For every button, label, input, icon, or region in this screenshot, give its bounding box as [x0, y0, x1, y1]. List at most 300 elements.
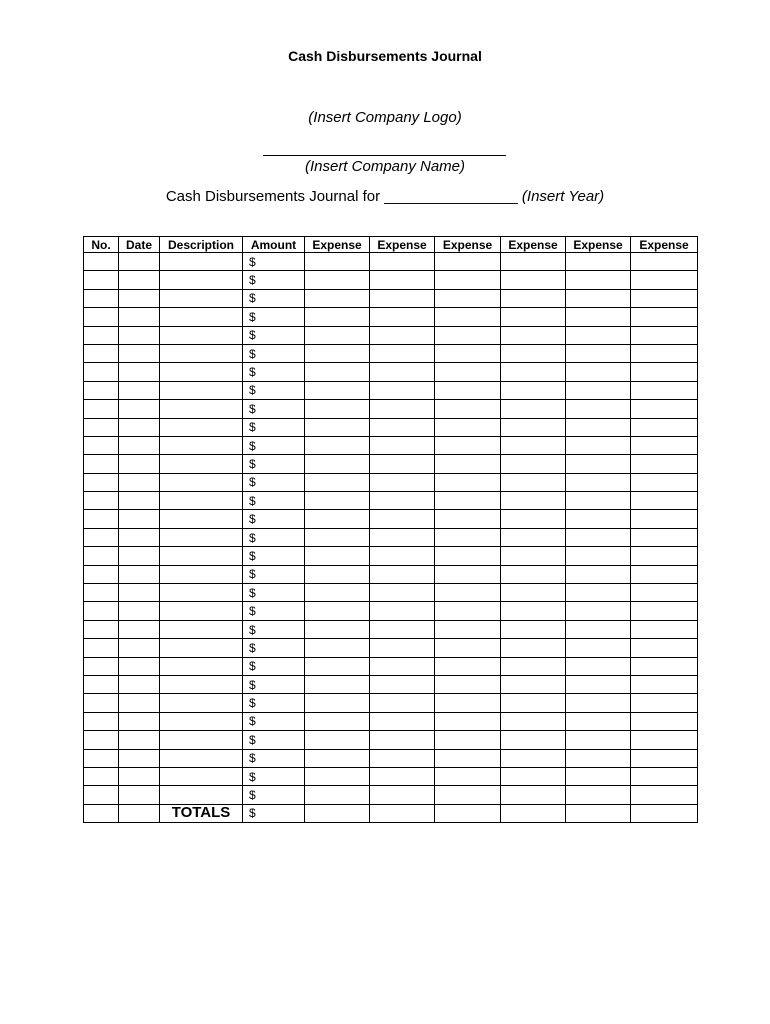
- cell-expense[interactable]: [305, 675, 370, 693]
- cell-amount[interactable]: $: [243, 271, 305, 289]
- cell-expense[interactable]: [566, 565, 631, 583]
- cell-amount[interactable]: $: [243, 381, 305, 399]
- cell-amount[interactable]: $: [243, 473, 305, 491]
- cell-expense[interactable]: [631, 694, 698, 712]
- totals-expense[interactable]: [501, 804, 566, 822]
- cell-expense[interactable]: [501, 565, 566, 583]
- cell-description[interactable]: [160, 528, 243, 546]
- cell-expense[interactable]: [631, 271, 698, 289]
- cell-expense[interactable]: [305, 731, 370, 749]
- cell-expense[interactable]: [566, 712, 631, 730]
- cell-amount[interactable]: $: [243, 289, 305, 307]
- cell-expense[interactable]: [501, 400, 566, 418]
- cell-expense[interactable]: [631, 657, 698, 675]
- cell-description[interactable]: [160, 363, 243, 381]
- cell-expense[interactable]: [501, 731, 566, 749]
- cell-expense[interactable]: [370, 767, 435, 785]
- cell-expense[interactable]: [435, 528, 501, 546]
- cell-expense[interactable]: [566, 620, 631, 638]
- cell-date[interactable]: [119, 308, 160, 326]
- cell-expense[interactable]: [566, 547, 631, 565]
- cell-expense[interactable]: [501, 749, 566, 767]
- cell-date[interactable]: [119, 344, 160, 362]
- cell-amount[interactable]: $: [243, 749, 305, 767]
- cell-description[interactable]: [160, 675, 243, 693]
- cell-expense[interactable]: [501, 455, 566, 473]
- cell-description[interactable]: [160, 473, 243, 491]
- cell-expense[interactable]: [435, 712, 501, 730]
- cell-description[interactable]: [160, 381, 243, 399]
- cell-expense[interactable]: [370, 694, 435, 712]
- cell-expense[interactable]: [631, 326, 698, 344]
- cell-no[interactable]: [84, 510, 119, 528]
- cell-date[interactable]: [119, 786, 160, 804]
- cell-no[interactable]: [84, 363, 119, 381]
- cell-amount[interactable]: $: [243, 436, 305, 454]
- cell-date[interactable]: [119, 400, 160, 418]
- cell-expense[interactable]: [501, 473, 566, 491]
- cell-expense[interactable]: [631, 547, 698, 565]
- totals-expense[interactable]: [370, 804, 435, 822]
- totals-amount[interactable]: $: [243, 804, 305, 822]
- cell-expense[interactable]: [305, 767, 370, 785]
- cell-expense[interactable]: [370, 749, 435, 767]
- cell-amount[interactable]: $: [243, 620, 305, 638]
- cell-no[interactable]: [84, 602, 119, 620]
- cell-date[interactable]: [119, 492, 160, 510]
- cell-no[interactable]: [84, 712, 119, 730]
- cell-amount[interactable]: $: [243, 510, 305, 528]
- cell-expense[interactable]: [305, 510, 370, 528]
- cell-expense[interactable]: [370, 455, 435, 473]
- cell-amount[interactable]: $: [243, 712, 305, 730]
- cell-expense[interactable]: [435, 786, 501, 804]
- cell-expense[interactable]: [631, 602, 698, 620]
- cell-expense[interactable]: [370, 326, 435, 344]
- cell-expense[interactable]: [435, 694, 501, 712]
- cell-expense[interactable]: [435, 492, 501, 510]
- cell-amount[interactable]: $: [243, 253, 305, 271]
- cell-no[interactable]: [84, 657, 119, 675]
- cell-amount[interactable]: $: [243, 326, 305, 344]
- cell-description[interactable]: [160, 344, 243, 362]
- cell-no[interactable]: [84, 528, 119, 546]
- cell-no[interactable]: [84, 675, 119, 693]
- cell-description[interactable]: [160, 271, 243, 289]
- cell-expense[interactable]: [435, 602, 501, 620]
- cell-expense[interactable]: [631, 749, 698, 767]
- cell-expense[interactable]: [305, 547, 370, 565]
- cell-expense[interactable]: [370, 639, 435, 657]
- cell-expense[interactable]: [631, 289, 698, 307]
- cell-expense[interactable]: [566, 639, 631, 657]
- totals-date[interactable]: [119, 804, 160, 822]
- cell-description[interactable]: [160, 639, 243, 657]
- cell-no[interactable]: [84, 492, 119, 510]
- cell-expense[interactable]: [435, 639, 501, 657]
- cell-expense[interactable]: [435, 565, 501, 583]
- cell-expense[interactable]: [305, 712, 370, 730]
- cell-expense[interactable]: [305, 528, 370, 546]
- cell-expense[interactable]: [305, 363, 370, 381]
- cell-expense[interactable]: [501, 767, 566, 785]
- cell-expense[interactable]: [435, 584, 501, 602]
- cell-description[interactable]: [160, 253, 243, 271]
- cell-expense[interactable]: [631, 344, 698, 362]
- cell-expense[interactable]: [305, 602, 370, 620]
- cell-expense[interactable]: [566, 418, 631, 436]
- cell-expense[interactable]: [435, 418, 501, 436]
- cell-expense[interactable]: [631, 400, 698, 418]
- cell-expense[interactable]: [631, 528, 698, 546]
- cell-expense[interactable]: [631, 418, 698, 436]
- cell-expense[interactable]: [566, 363, 631, 381]
- cell-expense[interactable]: [566, 344, 631, 362]
- cell-expense[interactable]: [631, 473, 698, 491]
- cell-date[interactable]: [119, 326, 160, 344]
- cell-description[interactable]: [160, 418, 243, 436]
- cell-expense[interactable]: [631, 565, 698, 583]
- cell-expense[interactable]: [501, 363, 566, 381]
- cell-expense[interactable]: [501, 344, 566, 362]
- cell-expense[interactable]: [566, 694, 631, 712]
- cell-amount[interactable]: $: [243, 528, 305, 546]
- cell-expense[interactable]: [631, 381, 698, 399]
- cell-description[interactable]: [160, 492, 243, 510]
- cell-expense[interactable]: [435, 400, 501, 418]
- cell-expense[interactable]: [566, 455, 631, 473]
- cell-description[interactable]: [160, 749, 243, 767]
- cell-expense[interactable]: [305, 253, 370, 271]
- cell-date[interactable]: [119, 381, 160, 399]
- cell-no[interactable]: [84, 565, 119, 583]
- cell-expense[interactable]: [305, 473, 370, 491]
- cell-expense[interactable]: [305, 639, 370, 657]
- cell-expense[interactable]: [435, 271, 501, 289]
- cell-expense[interactable]: [631, 639, 698, 657]
- cell-expense[interactable]: [370, 492, 435, 510]
- cell-expense[interactable]: [501, 639, 566, 657]
- cell-expense[interactable]: [370, 436, 435, 454]
- cell-expense[interactable]: [566, 767, 631, 785]
- cell-expense[interactable]: [370, 271, 435, 289]
- cell-amount[interactable]: $: [243, 639, 305, 657]
- cell-expense[interactable]: [435, 455, 501, 473]
- cell-expense[interactable]: [305, 620, 370, 638]
- cell-no[interactable]: [84, 271, 119, 289]
- cell-expense[interactable]: [435, 510, 501, 528]
- cell-expense[interactable]: [501, 418, 566, 436]
- cell-amount[interactable]: $: [243, 731, 305, 749]
- cell-amount[interactable]: $: [243, 400, 305, 418]
- cell-no[interactable]: [84, 326, 119, 344]
- cell-expense[interactable]: [305, 786, 370, 804]
- cell-expense[interactable]: [370, 657, 435, 675]
- cell-expense[interactable]: [501, 528, 566, 546]
- cell-no[interactable]: [84, 731, 119, 749]
- cell-expense[interactable]: [501, 584, 566, 602]
- cell-expense[interactable]: [566, 308, 631, 326]
- cell-date[interactable]: [119, 436, 160, 454]
- cell-no[interactable]: [84, 344, 119, 362]
- cell-no[interactable]: [84, 786, 119, 804]
- cell-date[interactable]: [119, 749, 160, 767]
- cell-expense[interactable]: [631, 308, 698, 326]
- cell-expense[interactable]: [566, 602, 631, 620]
- cell-expense[interactable]: [566, 731, 631, 749]
- cell-expense[interactable]: [305, 418, 370, 436]
- cell-date[interactable]: [119, 547, 160, 565]
- cell-description[interactable]: [160, 731, 243, 749]
- cell-description[interactable]: [160, 436, 243, 454]
- cell-description[interactable]: [160, 620, 243, 638]
- cell-expense[interactable]: [435, 749, 501, 767]
- cell-expense[interactable]: [305, 455, 370, 473]
- cell-expense[interactable]: [305, 344, 370, 362]
- cell-expense[interactable]: [566, 675, 631, 693]
- cell-date[interactable]: [119, 289, 160, 307]
- cell-expense[interactable]: [435, 381, 501, 399]
- cell-expense[interactable]: [566, 381, 631, 399]
- cell-description[interactable]: [160, 767, 243, 785]
- cell-no[interactable]: [84, 381, 119, 399]
- cell-amount[interactable]: $: [243, 767, 305, 785]
- cell-expense[interactable]: [501, 253, 566, 271]
- cell-date[interactable]: [119, 253, 160, 271]
- cell-amount[interactable]: $: [243, 344, 305, 362]
- cell-expense[interactable]: [370, 712, 435, 730]
- cell-date[interactable]: [119, 565, 160, 583]
- cell-expense[interactable]: [305, 326, 370, 344]
- cell-expense[interactable]: [631, 712, 698, 730]
- cell-expense[interactable]: [501, 308, 566, 326]
- cell-date[interactable]: [119, 657, 160, 675]
- cell-expense[interactable]: [435, 547, 501, 565]
- cell-amount[interactable]: $: [243, 786, 305, 804]
- cell-expense[interactable]: [370, 528, 435, 546]
- cell-expense[interactable]: [305, 565, 370, 583]
- cell-expense[interactable]: [631, 620, 698, 638]
- cell-expense[interactable]: [501, 271, 566, 289]
- cell-expense[interactable]: [501, 436, 566, 454]
- cell-expense[interactable]: [566, 289, 631, 307]
- cell-expense[interactable]: [305, 400, 370, 418]
- cell-expense[interactable]: [435, 344, 501, 362]
- cell-date[interactable]: [119, 271, 160, 289]
- cell-date[interactable]: [119, 731, 160, 749]
- totals-expense[interactable]: [305, 804, 370, 822]
- cell-date[interactable]: [119, 528, 160, 546]
- cell-no[interactable]: [84, 767, 119, 785]
- cell-description[interactable]: [160, 584, 243, 602]
- cell-expense[interactable]: [566, 528, 631, 546]
- cell-expense[interactable]: [631, 786, 698, 804]
- cell-amount[interactable]: $: [243, 602, 305, 620]
- cell-expense[interactable]: [631, 455, 698, 473]
- cell-expense[interactable]: [370, 584, 435, 602]
- cell-amount[interactable]: $: [243, 694, 305, 712]
- cell-expense[interactable]: [501, 492, 566, 510]
- cell-expense[interactable]: [435, 289, 501, 307]
- cell-expense[interactable]: [631, 767, 698, 785]
- cell-expense[interactable]: [566, 253, 631, 271]
- cell-description[interactable]: [160, 547, 243, 565]
- cell-date[interactable]: [119, 473, 160, 491]
- cell-expense[interactable]: [566, 473, 631, 491]
- cell-expense[interactable]: [631, 675, 698, 693]
- cell-expense[interactable]: [501, 712, 566, 730]
- cell-no[interactable]: [84, 308, 119, 326]
- cell-no[interactable]: [84, 400, 119, 418]
- cell-description[interactable]: [160, 308, 243, 326]
- cell-expense[interactable]: [370, 344, 435, 362]
- totals-expense[interactable]: [631, 804, 698, 822]
- cell-expense[interactable]: [435, 767, 501, 785]
- cell-description[interactable]: [160, 289, 243, 307]
- cell-expense[interactable]: [435, 675, 501, 693]
- cell-expense[interactable]: [370, 565, 435, 583]
- cell-date[interactable]: [119, 455, 160, 473]
- cell-expense[interactable]: [370, 547, 435, 565]
- cell-amount[interactable]: $: [243, 363, 305, 381]
- cell-date[interactable]: [119, 620, 160, 638]
- cell-expense[interactable]: [370, 308, 435, 326]
- cell-expense[interactable]: [305, 657, 370, 675]
- cell-expense[interactable]: [566, 271, 631, 289]
- cell-amount[interactable]: $: [243, 547, 305, 565]
- cell-date[interactable]: [119, 363, 160, 381]
- cell-expense[interactable]: [501, 657, 566, 675]
- cell-expense[interactable]: [305, 381, 370, 399]
- cell-expense[interactable]: [435, 731, 501, 749]
- cell-date[interactable]: [119, 602, 160, 620]
- cell-expense[interactable]: [370, 620, 435, 638]
- cell-no[interactable]: [84, 620, 119, 638]
- cell-amount[interactable]: $: [243, 584, 305, 602]
- cell-expense[interactable]: [435, 436, 501, 454]
- cell-no[interactable]: [84, 455, 119, 473]
- cell-expense[interactable]: [305, 694, 370, 712]
- cell-amount[interactable]: $: [243, 565, 305, 583]
- cell-expense[interactable]: [566, 786, 631, 804]
- cell-date[interactable]: [119, 584, 160, 602]
- cell-expense[interactable]: [566, 749, 631, 767]
- cell-expense[interactable]: [370, 731, 435, 749]
- cell-expense[interactable]: [370, 289, 435, 307]
- cell-date[interactable]: [119, 767, 160, 785]
- cell-expense[interactable]: [566, 400, 631, 418]
- cell-no[interactable]: [84, 694, 119, 712]
- totals-expense[interactable]: [566, 804, 631, 822]
- cell-no[interactable]: [84, 473, 119, 491]
- cell-expense[interactable]: [305, 436, 370, 454]
- cell-expense[interactable]: [631, 436, 698, 454]
- cell-expense[interactable]: [370, 473, 435, 491]
- totals-expense[interactable]: [435, 804, 501, 822]
- cell-amount[interactable]: $: [243, 675, 305, 693]
- cell-expense[interactable]: [566, 326, 631, 344]
- cell-expense[interactable]: [501, 620, 566, 638]
- cell-expense[interactable]: [501, 381, 566, 399]
- cell-expense[interactable]: [370, 253, 435, 271]
- cell-expense[interactable]: [370, 602, 435, 620]
- cell-description[interactable]: [160, 712, 243, 730]
- cell-description[interactable]: [160, 455, 243, 473]
- cell-no[interactable]: [84, 749, 119, 767]
- cell-expense[interactable]: [305, 271, 370, 289]
- cell-expense[interactable]: [370, 786, 435, 804]
- cell-expense[interactable]: [631, 584, 698, 602]
- cell-expense[interactable]: [435, 363, 501, 381]
- cell-expense[interactable]: [501, 326, 566, 344]
- cell-expense[interactable]: [566, 657, 631, 675]
- cell-no[interactable]: [84, 547, 119, 565]
- cell-expense[interactable]: [501, 786, 566, 804]
- cell-expense[interactable]: [305, 584, 370, 602]
- cell-expense[interactable]: [370, 418, 435, 436]
- cell-description[interactable]: [160, 694, 243, 712]
- cell-date[interactable]: [119, 675, 160, 693]
- cell-no[interactable]: [84, 253, 119, 271]
- cell-expense[interactable]: [501, 694, 566, 712]
- cell-amount[interactable]: $: [243, 455, 305, 473]
- cell-expense[interactable]: [631, 731, 698, 749]
- cell-expense[interactable]: [435, 657, 501, 675]
- cell-description[interactable]: [160, 786, 243, 804]
- cell-description[interactable]: [160, 602, 243, 620]
- cell-expense[interactable]: [435, 326, 501, 344]
- cell-expense[interactable]: [370, 510, 435, 528]
- cell-expense[interactable]: [305, 492, 370, 510]
- cell-expense[interactable]: [435, 308, 501, 326]
- cell-date[interactable]: [119, 510, 160, 528]
- cell-expense[interactable]: [370, 675, 435, 693]
- cell-expense[interactable]: [370, 400, 435, 418]
- cell-no[interactable]: [84, 639, 119, 657]
- cell-expense[interactable]: [370, 381, 435, 399]
- cell-expense[interactable]: [435, 473, 501, 491]
- cell-expense[interactable]: [566, 510, 631, 528]
- cell-expense[interactable]: [305, 308, 370, 326]
- cell-expense[interactable]: [566, 436, 631, 454]
- cell-expense[interactable]: [566, 584, 631, 602]
- cell-expense[interactable]: [501, 675, 566, 693]
- cell-expense[interactable]: [631, 253, 698, 271]
- cell-date[interactable]: [119, 418, 160, 436]
- cell-no[interactable]: [84, 289, 119, 307]
- cell-amount[interactable]: $: [243, 492, 305, 510]
- cell-amount[interactable]: $: [243, 657, 305, 675]
- cell-description[interactable]: [160, 510, 243, 528]
- cell-date[interactable]: [119, 639, 160, 657]
- cell-expense[interactable]: [566, 492, 631, 510]
- cell-expense[interactable]: [435, 620, 501, 638]
- cell-expense[interactable]: [435, 253, 501, 271]
- cell-expense[interactable]: [631, 492, 698, 510]
- cell-date[interactable]: [119, 694, 160, 712]
- cell-expense[interactable]: [501, 602, 566, 620]
- cell-description[interactable]: [160, 657, 243, 675]
- cell-expense[interactable]: [305, 289, 370, 307]
- cell-expense[interactable]: [370, 363, 435, 381]
- cell-amount[interactable]: $: [243, 308, 305, 326]
- cell-date[interactable]: [119, 712, 160, 730]
- cell-expense[interactable]: [631, 510, 698, 528]
- cell-amount[interactable]: $: [243, 418, 305, 436]
- cell-expense[interactable]: [501, 289, 566, 307]
- cell-expense[interactable]: [305, 749, 370, 767]
- cell-no[interactable]: [84, 584, 119, 602]
